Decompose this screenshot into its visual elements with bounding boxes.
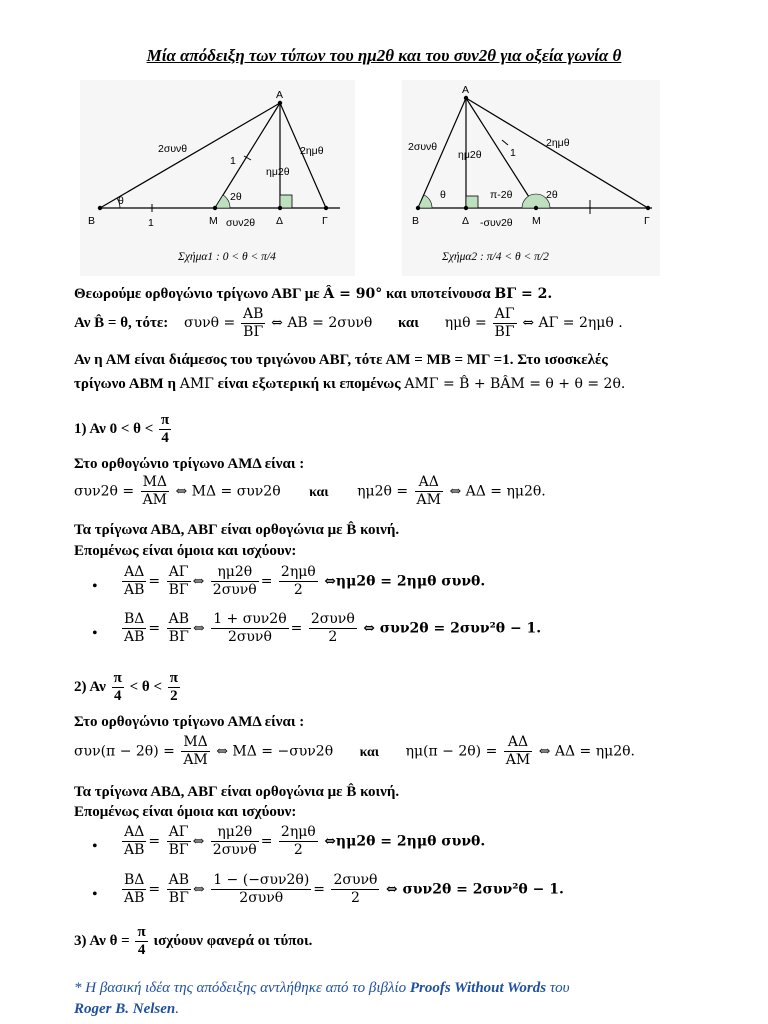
case2-equations: συν(π − 2θ) = $\frac{M\Delta}{AM}$ ⇔ ΜΔ = −συν2θ και ημ(π − 2θ) = $\frac{A\Delta}{AM}$ ⇔ ΑΔ = ημ2θ. — [74, 734, 635, 768]
fig2-vertex-a: A — [462, 84, 470, 96]
bullet: • — [92, 578, 98, 595]
fig1-vertex-b: B — [88, 215, 96, 227]
case1-heading: 1) Αν 0 < θ < $\frac{\pi}{4}$ — [74, 412, 170, 446]
fig1-label-am: 1 — [230, 155, 236, 167]
case1-line-4: Επομένως είναι όμοια και ισχύουν: — [74, 543, 297, 559]
fig2-caption: Σχήμα2 : π/4 < θ < π/2 — [442, 251, 549, 263]
fig1-label-md: συν2θ — [226, 217, 256, 229]
fig2-vertex-m: M — [532, 215, 541, 227]
bullet: • — [92, 838, 98, 855]
fig1-vertex-d: Δ — [276, 215, 284, 227]
fig2-label-ab: 2συνθ — [408, 141, 438, 153]
case1-result-1: $\frac{A\Delta}{AB}$ = $\frac{A\Gamma}{B\Gamma}$ ⇔ $\frac{\eta\mu 2\theta}{\text{2συνθ}}$ = $\frac{\text{2ημθ}}{2}$ ⇔ημ2θ = 2ημθ συνθ. — [124, 564, 486, 598]
case1-line-1: Στο ορθογώνιο τρίγωνο ΑΜΔ είναι : — [74, 456, 305, 472]
case1-result-2: $\frac{B\Delta}{AB}$ = $\frac{AB}{B\Gamma}$ ⇔ $\frac{\text{1 + συν2θ}}{\text{2συνθ}}$ = $\frac{\text{2συνθ}}{2}$ ⇔ συν2θ = 2συν²θ − 1. — [124, 611, 542, 645]
intro-line-2: Αν B̂ = θ, τότε: συνθ = $\frac{AB}{B\Gamma}$ ⇔ ΑΒ = 2συνθ και ημθ = $\frac{A\Gamma}{B\Gamma}$ ⇔ ΑΓ = 2ημθ . — [74, 306, 623, 340]
fig1-label-theta: θ — [118, 195, 124, 207]
case3-heading: 3) Αν θ = $\frac{\pi}{4}$ ισχύουν φανερά οι τύποι. — [74, 924, 313, 958]
case2-line-3: Τα τρίγωνα ΑΒΔ, ΑΒΓ είναι ορθογώνια με B̂ κοινή. — [74, 784, 400, 800]
fig1-label-ag: 2ημθ — [300, 145, 324, 157]
fig1-label-bm: 1 — [148, 217, 154, 229]
fig1-vertex-m: M — [209, 215, 218, 227]
fig1-label-ab: 2συνθ — [158, 143, 188, 155]
bullet: • — [92, 625, 98, 642]
fig2-label-theta: θ — [440, 189, 446, 201]
fig2-vertex-d: Δ — [462, 215, 470, 227]
case1-equations: συν2θ = $\frac{M\Delta}{AM}$ ⇔ ΜΔ = συν2θ και ημ2θ = $\frac{A\Delta}{AM}$ ⇔ ΑΔ = ημ2θ. — [74, 474, 546, 508]
fig2-label-am: 1 — [510, 147, 516, 159]
fraction-ab-bg: $\frac{AB}{B\Gamma}$ — [242, 306, 264, 340]
fig1-caption: Σχήμα1 : 0 < θ < π/4 — [178, 251, 276, 263]
bullet: • — [92, 886, 98, 903]
footnote: * Η βασική ιδέα της απόδειξης αντλήθηκε από το βιβλίο Proofs Without Words του Roger B. Nelsen. — [74, 980, 570, 1017]
fig2-label-pi-2theta: π-2θ — [490, 189, 513, 201]
intro-line-4: τρίγωνο ΑΒΜ η ΑΜ̂Γ είναι εξωτερική κι επομένως ΑΜ̂Γ = B̂ + ΒÂΜ = θ + θ = 2θ. — [74, 376, 626, 392]
fig2-label-ad: ημ2θ — [458, 149, 482, 161]
fig1-label-ad: ημ2θ — [266, 166, 290, 178]
fig2-label-2theta: 2θ — [546, 189, 558, 201]
fig2-vertex-b: B — [412, 215, 420, 227]
fig2-label-dm: -συν2θ — [480, 217, 513, 229]
fig2-vertex-g: Γ — [644, 215, 650, 227]
intro-line-3: Αν η ΑΜ είναι διάμεσος του τριγώνου ΑΒΓ, τότε ΑΜ = ΜΒ = ΜΓ =1. Στο ισοσκελές — [74, 352, 608, 368]
fig2-label-ag: 2ημθ — [546, 137, 570, 149]
fig1-vertex-a: A — [276, 89, 284, 101]
case2-result-2: $\frac{B\Delta}{AB}$ = $\frac{AB}{B\Gamma}$ ⇔ $\frac{\text{1 − (−συν2θ)}}{\text{2συνθ}}$ = $\frac{\text{2συνθ}}{2}$ ⇔ συν2θ = 2συν²θ − 1. — [124, 872, 564, 906]
case1-line-3: Τα τρίγωνα ΑΒΔ, ΑΒΓ είναι ορθογώνια με B̂ κοινή. — [74, 522, 400, 538]
case2-line-1: Στο ορθογώνιο τρίγωνο ΑΜΔ είναι : — [74, 714, 305, 730]
page-title: Μία απόδειξη των τύπων του ημ2θ και του συν2θ για οξεία γωνία θ — [146, 46, 622, 65]
fraction-ag-bg: $\frac{A\Gamma}{B\Gamma}$ — [494, 306, 515, 340]
case2-heading: 2) Αν $\frac{\pi}{4}$ < θ < $\frac{\pi}{2}$ — [74, 670, 178, 704]
case2-result-1: $\frac{A\Delta}{AB}$ = $\frac{A\Gamma}{B\Gamma}$ ⇔ $\frac{\eta\mu 2\theta}{\text{2συνθ}}$ = $\frac{\text{2ημθ}}{2}$ ⇔ημ2θ = 2ημθ συνθ. — [124, 824, 486, 858]
fig1-label-2theta: 2θ — [230, 191, 242, 203]
fig1-vertex-g: Γ — [322, 215, 328, 227]
case2-line-4: Επομένως είναι όμοια και ισχύουν: — [74, 804, 297, 820]
intro-line-1: Θεωρούμε ορθογώνιο τρίγωνο ΑΒΓ με Â = 90° και υποτείνουσα ΒΓ = 2. — [74, 286, 553, 302]
figure-2 — [402, 80, 660, 276]
figure-1 — [80, 80, 355, 276]
